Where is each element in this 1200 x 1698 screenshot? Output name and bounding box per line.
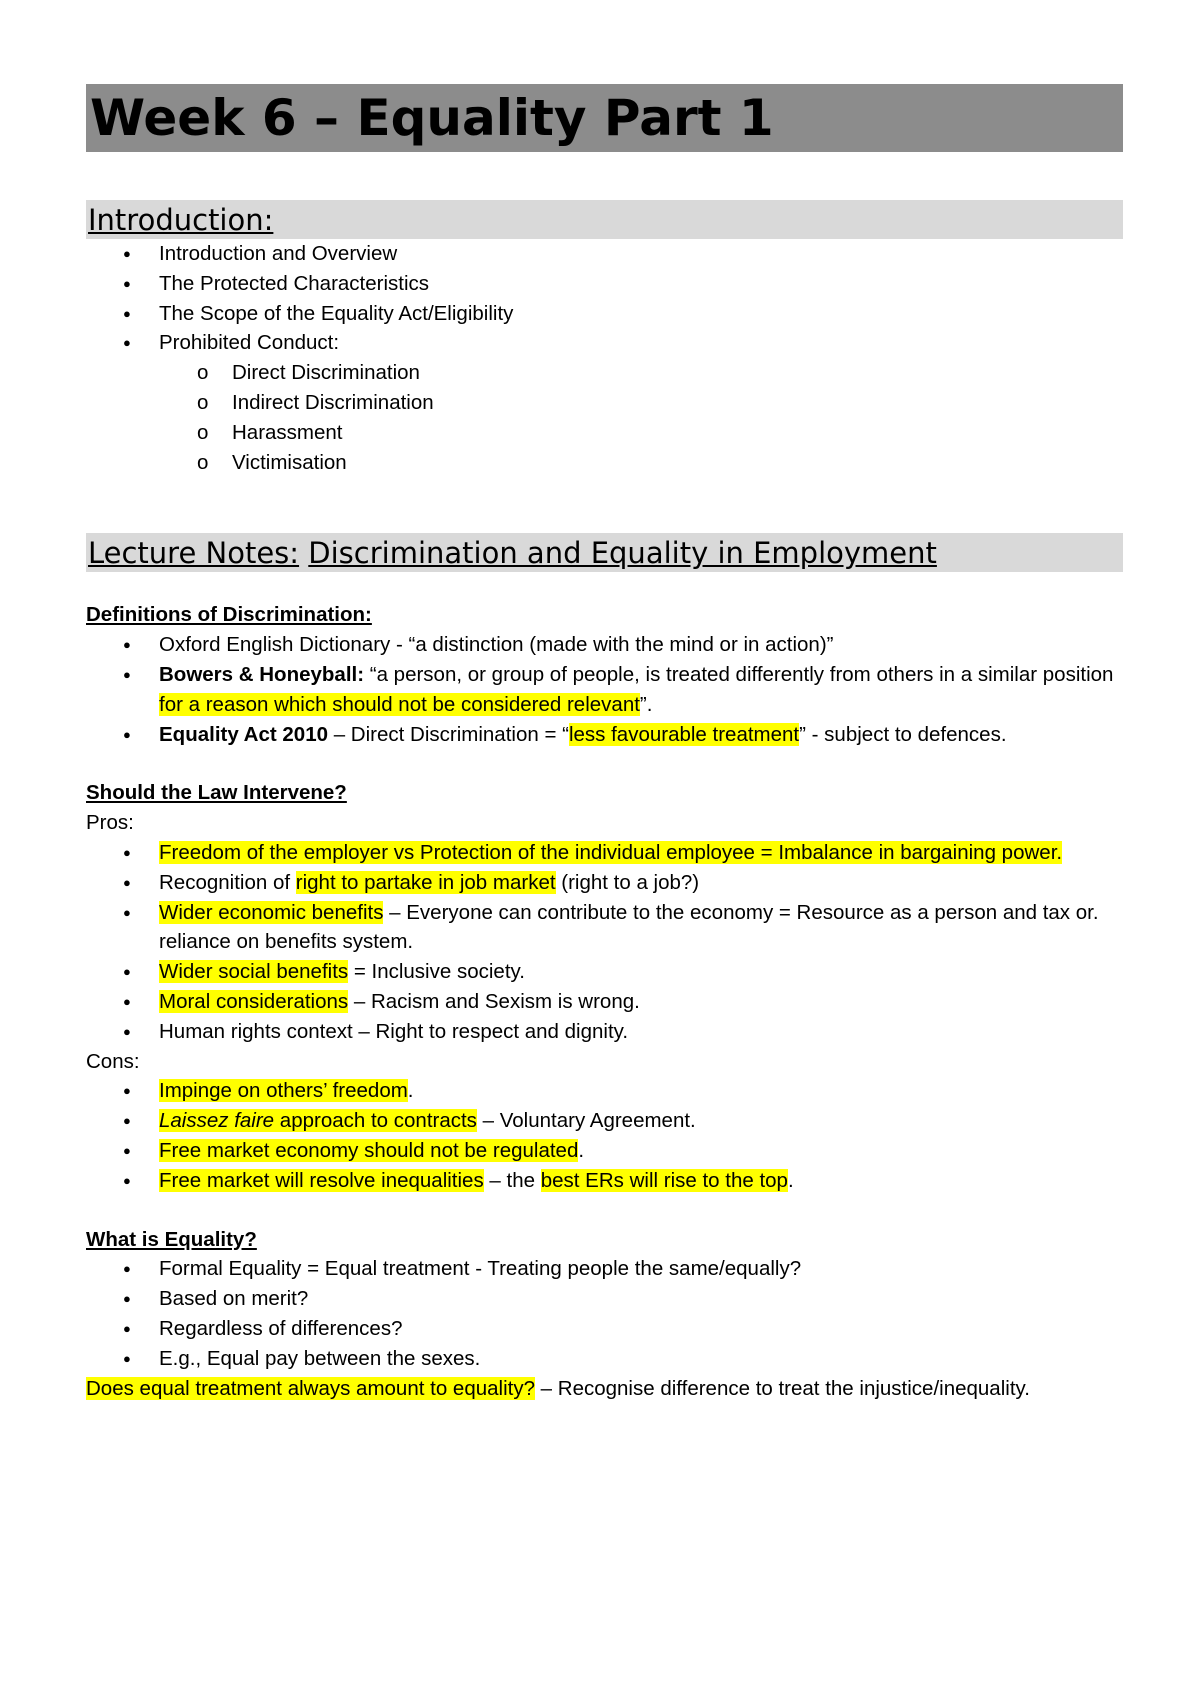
intro-heading: Introduction: bbox=[86, 200, 1123, 239]
sub-list-item: o Harassment bbox=[86, 418, 1123, 448]
definitions-list bbox=[86, 630, 1123, 749]
list-item: ● The Scope of the Equality Act/Eligibility bbox=[86, 299, 1123, 329]
list-item: ● Based on merit? bbox=[86, 1284, 1123, 1314]
list-item: ● Wider economic benefits – Everyone can contribute to the economy = Resource as a person and tax or. reliance on benefits system. bbox=[86, 898, 1123, 958]
list-item: ● Oxford English Dictionary - “a distinction (made with the mind or in action)” bbox=[86, 630, 1123, 660]
list-item: ● Moral considerations – Racism and Sexism is wrong. bbox=[86, 987, 1123, 1017]
list-item: ● Freedom of the employer vs Protection of the individual employee = Imbalance in bargaining power. bbox=[86, 838, 1123, 868]
list-item: ● Formal Equality = Equal treatment - Treating people the same/equally? bbox=[86, 1254, 1123, 1284]
list-item: ● Human rights context – Right to respect and dignity. bbox=[86, 1017, 1123, 1047]
list-item: ● The Protected Characteristics bbox=[86, 269, 1123, 299]
intro-list bbox=[86, 239, 1123, 477]
lecture-body bbox=[86, 572, 1123, 1403]
list-item: ● Recognition of right to partake in job market (right to a job?) bbox=[86, 868, 1123, 898]
sub-list-item: o Indirect Discrimination bbox=[86, 388, 1123, 418]
list-item: ● Prohibited Conduct: bbox=[86, 328, 1123, 358]
page-title: Week 6 – Equality Part 1 bbox=[86, 84, 1123, 152]
list-item: ● Equality Act 2010 – Direct Discrimination = “less favourable treatment” - subject to defences. bbox=[86, 720, 1123, 750]
equality-list bbox=[86, 1254, 1123, 1373]
list-item: ● Impinge on others’ freedom. bbox=[86, 1076, 1123, 1106]
equality-heading: What is Equality? bbox=[86, 1227, 257, 1251]
lecture-heading: Lecture Notes: Discrimination and Equality in Employment bbox=[86, 533, 1123, 572]
intro-section bbox=[86, 239, 1123, 477]
list-item: ● E.g., Equal pay between the sexes. bbox=[86, 1344, 1123, 1374]
list-item: ● Free market economy should not be regulated. bbox=[86, 1136, 1123, 1166]
intervene-heading: Should the Law Intervene? bbox=[86, 781, 347, 805]
sub-list-item: o Victimisation bbox=[86, 448, 1123, 478]
definitions-heading: Definitions of Discrimination: bbox=[86, 603, 372, 627]
list-item: ● Bowers & Honeyball: “a person, or group of people, is treated differently from others in a similar position for a reason which should not be considered relevant”. bbox=[86, 660, 1123, 720]
sub-list-item: o Direct Discrimination bbox=[86, 358, 1123, 388]
list-item: ● Laissez faire approach to contracts – Voluntary Agreement. bbox=[86, 1106, 1123, 1136]
list-item: ● Introduction and Overview bbox=[86, 239, 1123, 269]
document-page bbox=[86, 84, 1123, 1403]
pros-list bbox=[86, 838, 1123, 1047]
list-item: ● Wider social benefits = Inclusive society. bbox=[86, 957, 1123, 987]
list-item: ● Free market will resolve inequalities – the best ERs will rise to the top. bbox=[86, 1166, 1123, 1196]
equality-question: Does equal treatment always amount to equality? – Recognise difference to treat the injustice/inequality. bbox=[86, 1376, 1030, 1400]
list-item: ● Regardless of differences? bbox=[86, 1314, 1123, 1344]
pros-label: Pros: bbox=[86, 811, 134, 835]
cons-list bbox=[86, 1076, 1123, 1195]
cons-label: Cons: bbox=[86, 1049, 140, 1073]
